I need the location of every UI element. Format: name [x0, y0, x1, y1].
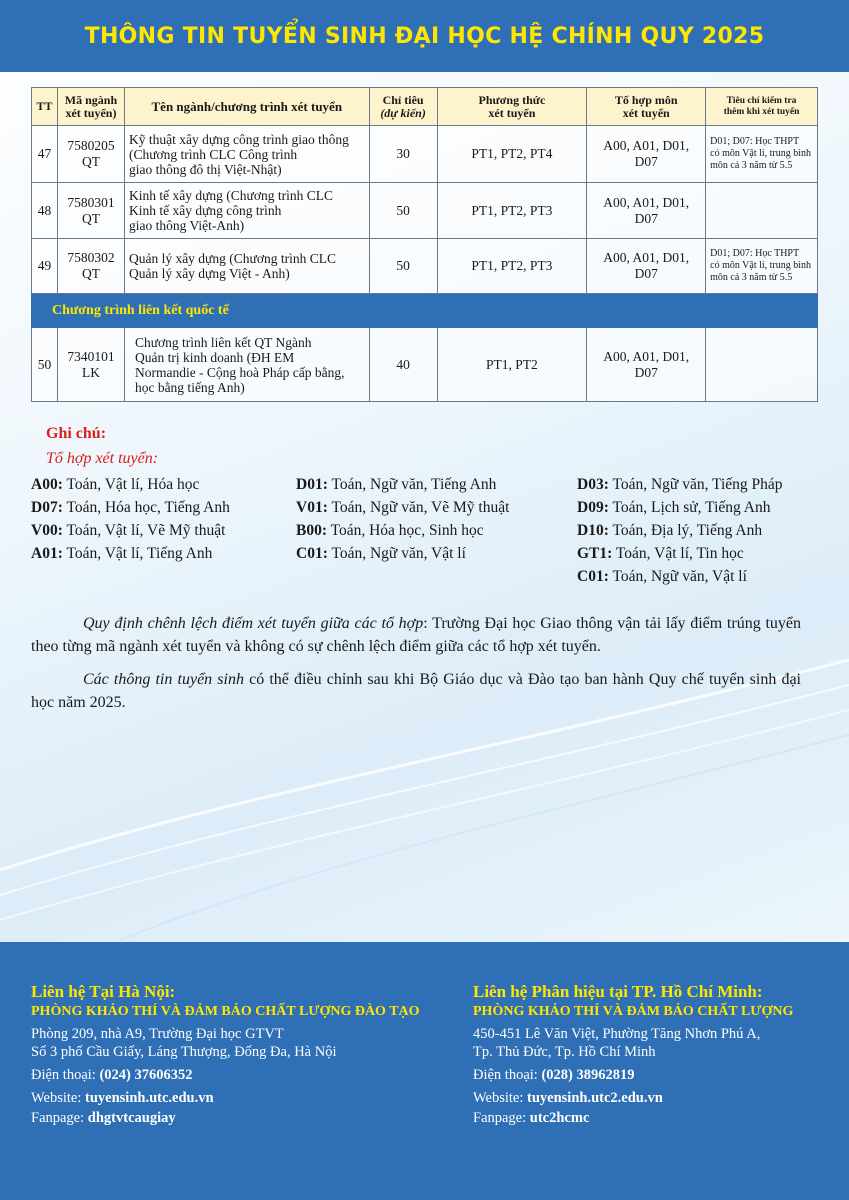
cell-criteria	[706, 328, 818, 402]
page-title: THÔNG TIN TUYỂN SINH ĐẠI HỌC HỆ CHÍNH QUY 2025	[84, 23, 765, 49]
header-code: Mã ngành xét tuyển)	[57, 88, 124, 126]
contact-hcm-dept: PHÒNG KHẢO THÍ VÀ ĐẢM BẢO CHẤT LƯỢNG	[473, 1004, 794, 1019]
combo-item: A01: Toán, Vật lí, Tiếng Anh	[31, 545, 213, 562]
cell-criteria: D01; D07: Học THPT có môn Vật lí, trung bình môn cả 3 năm từ 5.5	[706, 239, 818, 294]
cell-tt: 50	[32, 328, 58, 402]
cell-code: 7580205 QT	[57, 126, 124, 183]
cell-tt: 48	[32, 183, 58, 239]
combo-item: D01: Toán, Ngữ văn, Tiếng Anh	[296, 476, 497, 493]
combo-item: D07: Toán, Hóa học, Tiếng Anh	[31, 499, 230, 516]
contact-hanoi-phone: Điện thoại: (024) 37606352	[31, 1067, 193, 1083]
contact-hanoi-address: Phòng 209, nhà A9, Trường Đại học GTVT Số 3 phố Cầu Giấy, Láng Thượng, Đống Đa, Hà Nội	[31, 1026, 337, 1060]
combo-item: C01: Toán, Ngữ văn, Vật lí	[577, 568, 747, 585]
cell-method: PT1, PT2, PT3	[437, 183, 587, 239]
header-combo: Tổ hợp môn xét tuyển	[587, 88, 706, 126]
combo-item: D09: Toán, Lịch sử, Tiếng Anh	[577, 499, 771, 516]
cell-name: Kinh tế xây dựng (Chương trình CLC Kinh tế xây dựng công trình giao thông Việt-Anh)	[124, 183, 369, 239]
cell-method: PT1, PT2	[437, 328, 587, 402]
combo-item: D10: Toán, Địa lý, Tiếng Anh	[577, 522, 763, 539]
notes-title: Ghi chú:	[46, 425, 107, 442]
table-row	[32, 239, 818, 294]
contact-hanoi	[31, 982, 420, 1127]
contact-hanoi-dept: PHÒNG KHẢO THÍ VÀ ĐẢM BẢO CHẤT LƯỢNG ĐÀO TẠO	[31, 1004, 420, 1019]
notes-subtitle: Tổ hợp xét tuyển:	[46, 450, 159, 467]
contact-hanoi-website[interactable]: Website: tuyensinh.utc.edu.vn	[31, 1090, 214, 1106]
cell-name: Kỹ thuật xây dựng công trình giao thông (Chương trình CLC Công trình giao thông đô thị Việt-Nhật)	[124, 126, 369, 183]
cell-criteria	[706, 183, 818, 239]
paragraph-adjustments: Các thông tin tuyển sinh có thể điều chỉnh sau khi Bộ Giáo dục và Đào tạo ban hành Quy chế tuyển sinh đại học năm 2025.	[31, 671, 802, 711]
admission-table	[31, 87, 818, 402]
combo-item: V01: Toán, Ngữ văn, Vẽ Mỹ thuật	[296, 499, 510, 516]
contact-footer	[0, 942, 849, 1200]
table-header-row	[32, 88, 818, 126]
contact-hcm-fanpage[interactable]: Fanpage: utc2hcmc	[473, 1110, 590, 1126]
section-row	[32, 294, 818, 328]
contact-hcm-phone: Điện thoại: (028) 38962819	[473, 1067, 635, 1083]
contact-hcm-website[interactable]: Website: tuyensinh.utc2.edu.vn	[473, 1090, 663, 1106]
header-method: Phương thức xét tuyển	[437, 88, 587, 126]
cell-name: Chương trình liên kết QT Ngành Quản trị kinh doanh (ĐH EM Normandie - Cộng hoà Pháp cấp bằng, học bằng tiếng Anh)	[124, 328, 369, 402]
paragraph-score-difference: Quy định chênh lệch điểm xét tuyển giữa các tổ hợp: Trường Đại học Giao thông vận tải lấy điểm trúng tuyển theo từng mã ngành xét tuyển và không có sự chênh lệch điểm giữa các tổ hợp xét tuyển.	[31, 615, 801, 655]
contact-hcm	[473, 982, 793, 1127]
table-row	[32, 126, 818, 183]
header-tt: TT	[32, 88, 58, 126]
combo-item: GT1: Toán, Vật lí, Tin học	[577, 545, 744, 562]
cell-method: PT1, PT2, PT3	[437, 239, 587, 294]
cell-tt: 49	[32, 239, 58, 294]
table-row	[32, 328, 818, 402]
contact-hanoi-fanpage[interactable]: Fanpage: dhgtvtcaugiay	[31, 1110, 176, 1126]
header-name: Tên ngành/chương trình xét tuyển	[124, 88, 369, 126]
cell-combo: A00, A01, D01, D07	[587, 239, 706, 294]
combo-item: B00: Toán, Hóa học, Sinh học	[296, 522, 484, 539]
combo-item: D03: Toán, Ngữ văn, Tiếng Pháp	[577, 476, 783, 493]
cell-combo: A00, A01, D01, D07	[587, 183, 706, 239]
combo-item: V00: Toán, Vật lí, Vẽ Mỹ thuật	[31, 522, 226, 539]
cell-combo: A00, A01, D01, D07	[587, 126, 706, 183]
cell-quota: 40	[369, 328, 437, 402]
section-title: Chương trình liên kết quốc tế	[32, 294, 818, 328]
cell-quota: 30	[369, 126, 437, 183]
contact-hanoi-title: Liên hệ Tại Hà Nội:	[31, 982, 176, 1001]
cell-code: 7580301 QT	[57, 183, 124, 239]
combo-item: C01: Toán, Ngữ văn, Vật lí	[296, 545, 466, 562]
combo-item: A00: Toán, Vật lí, Hóa học	[31, 476, 200, 493]
cell-criteria: D01; D07: Học THPT có môn Vật lí, trung bình môn cả 3 năm từ 5.5	[706, 126, 818, 183]
cell-tt: 47	[32, 126, 58, 183]
cell-name: Quản lý xây dựng (Chương trình CLC Quản lý xây dựng Việt - Anh)	[124, 239, 369, 294]
cell-quota: 50	[369, 239, 437, 294]
table-row	[32, 183, 818, 239]
contact-hcm-address: 450-451 Lê Văn Việt, Phường Tăng Nhơn Phú A, Tp. Thủ Đức, Tp. Hồ Chí Minh	[473, 1026, 761, 1060]
cell-combo: A00, A01, D01, D07	[587, 328, 706, 402]
header-quota: Chỉ tiêu (dự kiến)	[369, 88, 437, 126]
cell-quota: 50	[369, 183, 437, 239]
cell-code: 7340101 LK	[57, 328, 124, 402]
page-header	[0, 0, 849, 72]
cell-method: PT1, PT2, PT4	[437, 126, 587, 183]
header-criteria: Tiêu chí kiểm tra thêm khi xét tuyển	[706, 88, 818, 126]
contact-hcm-title: Liên hệ Phân hiệu tại TP. Hồ Chí Minh:	[473, 982, 763, 1001]
cell-code: 7580302 QT	[57, 239, 124, 294]
